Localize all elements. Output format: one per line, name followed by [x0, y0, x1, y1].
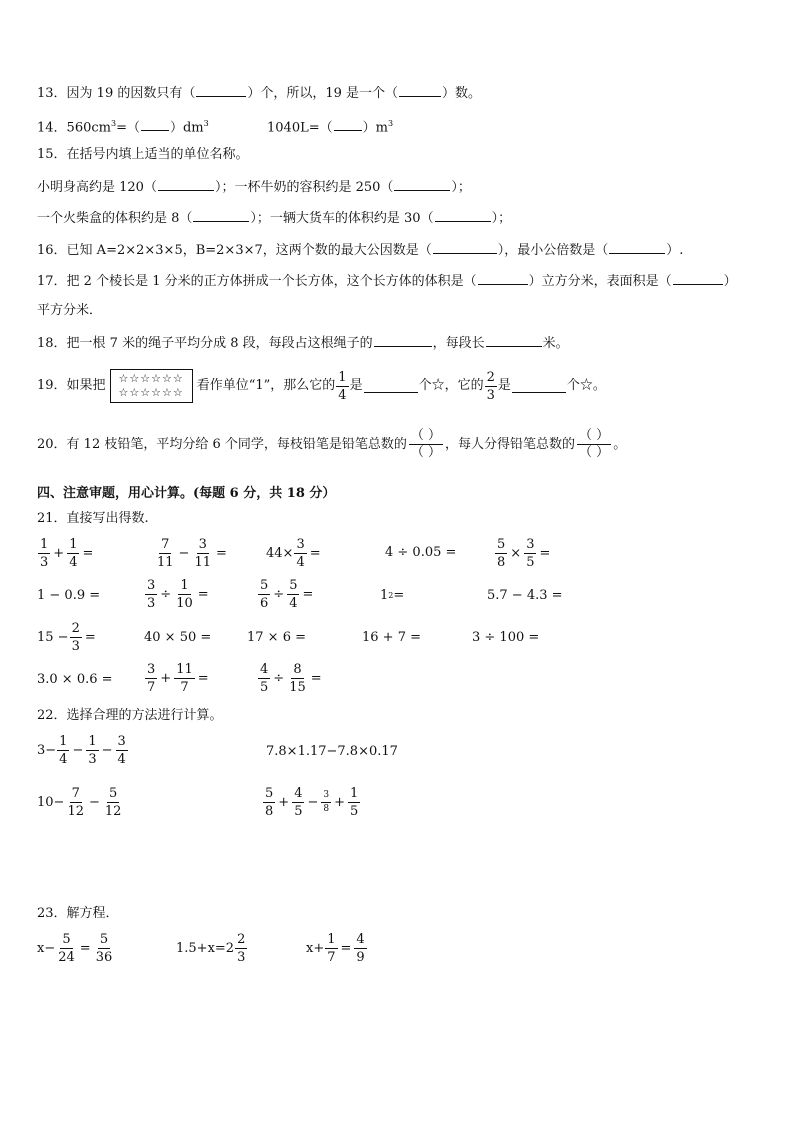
answer-blank[interactable] — [394, 178, 450, 191]
answer-blank[interactable] — [158, 178, 214, 191]
denominator: 15 — [289, 680, 306, 695]
numerator: 3 — [147, 578, 156, 593]
question-15-line-2: 一个火柴盒的体积约是 8（ ）；一辆大货车的体积约是 30（ ）； — [37, 211, 512, 226]
calc-expression — [257, 578, 315, 611]
question-15-line-1: 小明身高约是 120（ ）；一杯牛奶的容积约是 250（ ）； — [37, 180, 471, 195]
numerator: 5 — [497, 537, 506, 552]
numerator: 3 — [321, 790, 331, 803]
fraction: $\frac{2}{3}$ — [486, 369, 495, 403]
operator: ÷ — [273, 587, 285, 602]
operator: ÷ — [273, 671, 285, 686]
math-text: 44× — [266, 546, 294, 561]
numerator: 8 — [293, 662, 302, 677]
answer-blank[interactable] — [141, 118, 169, 131]
operator: ÷ — [160, 587, 172, 602]
numerator: 3 — [147, 662, 156, 677]
fraction — [145, 662, 157, 695]
operator: = — [216, 546, 227, 561]
question-17: 17．把 2 个棱长是 1 分米的正方体拼成一个长方体，这个长方体的体积是（ ）立方分米，表面积是（ ） — [37, 274, 737, 289]
operator: = — [340, 941, 352, 956]
fraction — [258, 662, 270, 695]
question-19: 19．如果把 ☆☆☆☆☆☆ ☆☆☆☆☆☆ 看作单位“1”，那么它的 $\frac{1}{4}$ 是 个☆，它的 $\frac{2}{3}$ 是 个☆。 — [37, 369, 606, 403]
math-text: x+ — [306, 941, 325, 956]
operator: − — [307, 795, 319, 810]
denominator: 4 — [296, 555, 305, 570]
fraction — [258, 578, 270, 611]
operator: × — [510, 546, 522, 561]
denominator: 4 — [59, 752, 68, 767]
fraction — [321, 790, 331, 815]
question-16: 16．已知 A=2×2×3×5，B=2×3×7，这两个数的最大公因数是（ ），最小公倍数是（ ）. — [37, 243, 684, 258]
fraction — [325, 932, 337, 965]
calc-expression: 3 ÷ 100 = — [472, 630, 540, 645]
denominator: 12 — [104, 804, 122, 819]
answer-blank[interactable] — [435, 209, 491, 222]
denominator: 7 — [147, 680, 156, 695]
numerator: 11 — [176, 662, 193, 677]
equation — [176, 932, 248, 965]
calc-expression — [37, 786, 124, 819]
numerator: 5 — [265, 786, 274, 801]
fraction — [86, 734, 98, 767]
calc-expression: 7.8×1.17−7.8×0.17 — [266, 744, 398, 759]
answer-blank[interactable] — [374, 334, 432, 347]
numerator: 2 — [237, 932, 246, 947]
math-text: 15 − — [37, 630, 69, 645]
calc-expression — [37, 734, 129, 767]
denominator: 12 — [67, 804, 84, 819]
answer-fraction-blank[interactable]: （ ） （ ） — [410, 428, 442, 460]
fraction — [294, 537, 306, 570]
fraction — [67, 537, 79, 570]
operator: = — [82, 546, 94, 561]
fraction — [38, 537, 50, 570]
operator: = — [197, 587, 209, 602]
fraction — [56, 932, 77, 965]
calc-expression: 4 ÷ 0.05 = — [385, 545, 457, 560]
operator: + — [53, 546, 65, 561]
denominator: 4 — [69, 555, 78, 570]
question-13: 13．因为 19 的因数只有（ ）个，所以，19 是一个（ ）数。 — [37, 86, 482, 101]
calc-expression — [154, 537, 229, 570]
calc-expression: 17 × 6 = — [247, 630, 306, 645]
numerator: 3 — [296, 537, 305, 552]
numerator: 5 — [109, 786, 118, 801]
operator: = — [84, 630, 96, 645]
fraction: $\frac{1}{4}$ — [338, 369, 347, 403]
numerator: 3 — [198, 537, 207, 552]
denominator: 3 — [237, 950, 246, 965]
math-text: 1.5+x=2 — [176, 941, 235, 956]
fraction — [348, 786, 360, 819]
question-18: 18．把一根 7 米的绳子平均分成 8 段，每段占这根绳子的 ，每段长 米。 — [37, 336, 569, 351]
fraction — [57, 734, 69, 767]
fraction — [524, 537, 536, 570]
calc-expression — [494, 537, 552, 570]
numerator: 4 — [260, 662, 269, 677]
denominator: 5 — [260, 680, 269, 695]
answer-blank[interactable] — [193, 209, 249, 222]
math-text: x− — [37, 941, 56, 956]
calc-expression — [257, 662, 324, 695]
operator: − — [178, 546, 190, 561]
answer-blank[interactable] — [364, 380, 418, 393]
denominator: 11 — [157, 555, 174, 570]
numerator: 2 — [71, 621, 80, 636]
operator: = — [302, 587, 314, 602]
operator: = — [539, 546, 551, 561]
equation — [306, 932, 368, 965]
operator: = — [197, 671, 209, 686]
fraction — [287, 578, 299, 611]
calc-expression — [144, 662, 211, 695]
fraction — [155, 537, 176, 570]
operator: = — [309, 546, 321, 561]
fraction — [287, 662, 308, 695]
denominator: 3 — [40, 555, 49, 570]
numerator: 1 — [327, 932, 336, 947]
fraction — [65, 786, 86, 819]
denominator: 4 — [117, 752, 126, 767]
denominator: 5 — [350, 804, 359, 819]
question-20: 20．有 12 枝铅笔，平均分给 6 个同学，每枝铅笔是铅笔总数的 （ ） （ ） ，每人分得铅笔总数的 （ ） （ ） 。 — [37, 428, 627, 460]
answer-blank[interactable] — [512, 380, 566, 393]
denominator: 4 — [289, 596, 298, 611]
denominator: 7 — [327, 950, 336, 965]
fraction — [192, 537, 213, 570]
denominator: 3 — [88, 752, 97, 767]
operator: + — [278, 795, 290, 810]
star-row: ☆☆☆☆☆☆ — [118, 372, 184, 385]
calc-expression: 16 + 7 = — [362, 630, 421, 645]
operator: + — [334, 795, 346, 810]
question-22-title: 22．选择合理的方法进行计算。 — [37, 708, 223, 723]
denominator: 24 — [58, 950, 75, 965]
answer-blank[interactable] — [334, 118, 362, 131]
operator: − — [101, 743, 113, 758]
calc-expression — [144, 578, 211, 611]
denominator: 11 — [194, 555, 211, 570]
denominator: 3 — [71, 639, 80, 654]
denominator: 10 — [176, 596, 193, 611]
fraction — [263, 786, 275, 819]
numerator: 4 — [356, 932, 365, 947]
answer-blank[interactable] — [609, 241, 665, 254]
fraction — [94, 932, 115, 965]
math-text: 2 — [388, 591, 394, 600]
answer-fraction-blank[interactable]: （ ） （ ） — [579, 428, 610, 460]
math-text: 3− — [37, 743, 57, 758]
math-text: 1 — [380, 588, 389, 603]
denominator: 6 — [260, 596, 269, 611]
star-row: ☆☆☆☆☆☆ — [118, 386, 184, 399]
fraction — [145, 578, 157, 611]
answer-blank[interactable] — [486, 334, 542, 347]
denominator: 36 — [95, 950, 113, 965]
fraction — [70, 621, 82, 654]
section-heading: 四、注意审题，用心计算。(每题 6 分，共 18 分） — [37, 486, 336, 501]
fraction — [174, 662, 195, 695]
numerator: 4 — [294, 786, 303, 801]
numerator: 5 — [289, 578, 298, 593]
fraction — [495, 537, 507, 570]
denominator: 8 — [265, 804, 274, 819]
fraction — [292, 786, 304, 819]
operator: − — [88, 795, 100, 810]
numerator: 1 — [88, 734, 97, 749]
fraction — [116, 734, 128, 767]
operator: + — [160, 671, 172, 686]
fraction — [354, 932, 366, 965]
answer-blank[interactable] — [399, 84, 441, 97]
equation — [37, 932, 115, 965]
numerator: 5 — [62, 932, 71, 947]
denominator: 7 — [180, 680, 189, 695]
denominator: 9 — [356, 950, 365, 965]
numerator: 5 — [260, 578, 269, 593]
denominator: 8 — [323, 804, 330, 814]
fraction — [174, 578, 195, 611]
numerator: 7 — [71, 786, 80, 801]
answer-blank[interactable] — [673, 272, 723, 285]
calc-expression — [37, 537, 95, 570]
numerator: 1 — [69, 537, 78, 552]
question-17-cont: 平方分米． — [37, 303, 103, 318]
calc-expression — [266, 537, 323, 570]
numerator: 7 — [161, 537, 170, 552]
answer-blank[interactable] — [433, 241, 497, 254]
numerator: 3 — [526, 537, 535, 552]
calc-expression — [380, 588, 404, 603]
numerator: 1 — [59, 734, 68, 749]
fraction — [235, 932, 247, 965]
question-15-title: 15．在括号内填上适当的单位名称。 — [37, 147, 249, 162]
calc-expression — [37, 621, 98, 654]
denominator: 3 — [147, 596, 156, 611]
denominator: 8 — [497, 555, 506, 570]
question-23-title: 23．解方程． — [37, 906, 119, 921]
question-14: 14．$560cm^3=$（ ）$dm^3$ 1040L=（ ）$m^3$ — [37, 119, 394, 136]
answer-blank[interactable] — [478, 272, 528, 285]
calc-expression: 3.0 × 0.6 = — [37, 672, 113, 687]
denominator: 5 — [294, 804, 303, 819]
numerator: 3 — [117, 734, 126, 749]
calc-expression — [262, 786, 361, 819]
operator: = — [79, 941, 91, 956]
calc-expression: 40 × 50 = — [144, 630, 212, 645]
math-text: = — [393, 588, 405, 603]
calc-expression: 1 − 0.9 = — [37, 588, 101, 603]
operator: = — [310, 671, 322, 686]
question-21-title: 21．直接写出得数. — [37, 511, 149, 526]
operator: − — [72, 743, 84, 758]
numerator: 1 — [350, 786, 359, 801]
denominator: 5 — [526, 555, 535, 570]
numerator: 1 — [40, 537, 49, 552]
math-text: 10− — [37, 795, 65, 810]
numerator: 1 — [180, 578, 189, 593]
numerator: 5 — [99, 932, 109, 947]
answer-blank[interactable] — [196, 84, 246, 97]
fraction — [103, 786, 124, 819]
star-box — [110, 369, 193, 403]
calc-expression: 5.7 − 4.3 = — [487, 588, 563, 603]
